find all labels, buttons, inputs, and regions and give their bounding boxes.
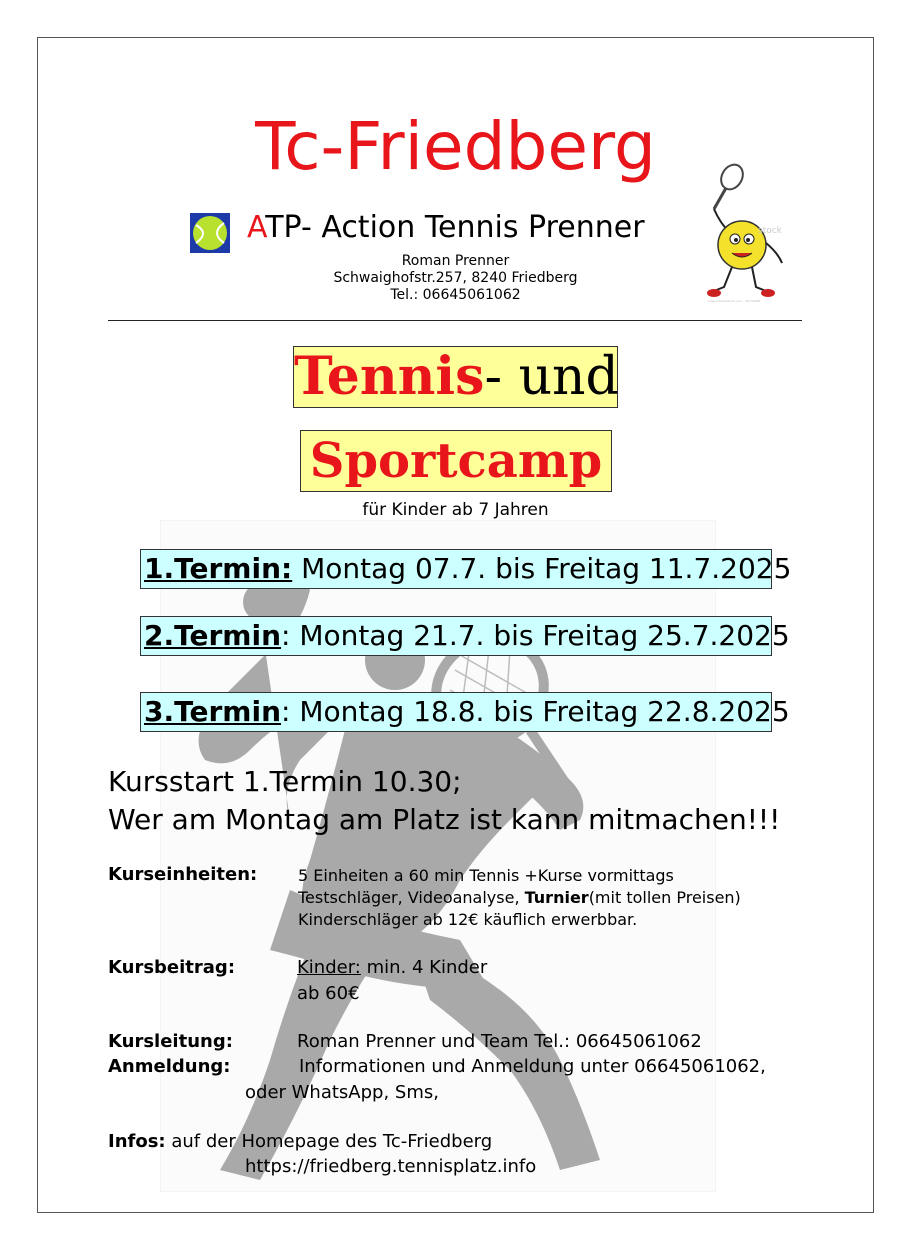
tennis-ball-icon <box>190 213 230 253</box>
kursleitung-text: Roman Prenner und Team Tel.: 06645061062 <box>297 1031 702 1052</box>
infos-label: Infos: <box>108 1131 166 1152</box>
kinder-text: min. 4 Kinder <box>360 957 488 978</box>
mascot-credit: www.shutterstock.com · 26732046 <box>708 299 761 303</box>
termin-2 <box>140 616 790 656</box>
tennis-ball-mascot-image <box>700 163 792 303</box>
infos-text: auf der Homepage des Tc-Friedberg <box>165 1131 493 1152</box>
anmeldung-text-2: oder WhatsApp, Sms, <box>245 1082 439 1103</box>
kurseinheiten-line-2a: Testschläger, Videoanalyse, <box>298 888 525 907</box>
infos-line <box>108 1131 492 1152</box>
atp-heading <box>247 210 645 245</box>
kurseinheiten-line-1: 5 Einheiten a 60 min Tennis +Kurse vormittags <box>298 866 674 885</box>
termin-2-text: : Montag 21.7. bis Freitag 25.7.2025 <box>281 619 790 652</box>
kursbeitrag-price: ab 60€ <box>297 983 360 1004</box>
atp-rest: TP- Action Tennis Prenner <box>265 210 645 245</box>
termin-1 <box>140 549 792 589</box>
anmeldung-text: Informationen und Anmeldung unter 06645061062, <box>299 1056 766 1077</box>
homepage-url[interactable]: https://friedberg.tennisplatz.info <box>245 1156 537 1177</box>
headline-und: - und <box>484 347 619 407</box>
turnier-text: Turnier <box>524 888 589 907</box>
anmeldung-label: Anmeldung: <box>108 1056 231 1077</box>
kursbeitrag-label: Kursbeitrag: <box>108 957 236 978</box>
kinder-label: Kinder: <box>297 957 361 978</box>
headline-tennis: Tennis <box>294 346 485 407</box>
age-subtitle: für Kinder ab 7 Jahren <box>362 500 549 520</box>
kurseinheiten-line-2 <box>298 888 741 907</box>
contact-name: Roman Prenner <box>401 253 510 269</box>
kursleitung-label: Kursleitung: <box>108 1031 233 1052</box>
kurseinheiten-line-2c: (mit tollen Preisen) <box>588 888 741 907</box>
kursstart-line-2: Wer am Montag am Platz ist kann mitmachen!!! <box>108 803 781 836</box>
club-title: Tc-Friedberg <box>255 108 656 185</box>
header-divider <box>108 320 802 321</box>
kurseinheiten-label: Kurseinheiten: <box>108 864 258 885</box>
termin-3 <box>140 692 790 732</box>
headline-sportcamp: Sportcamp <box>300 430 612 492</box>
termin-1-text: Montag 07.7. bis Freitag 11.7.2025 <box>292 552 792 585</box>
termin-2-label: 2.Termin <box>144 619 282 652</box>
contact-phone: Tel.: 06645061062 <box>390 287 521 303</box>
termin-1-label: 1.Termin: <box>144 552 293 585</box>
headline-tennis-box <box>293 346 618 408</box>
termin-3-label: 3.Termin <box>144 695 282 728</box>
contact-street: Schwaighofstr.257, 8240 Friedberg <box>333 270 578 286</box>
kursbeitrag-kinder <box>297 957 487 978</box>
mascot-watermark: stock <box>758 226 782 236</box>
kurseinheiten-line-3: Kinderschläger ab 12€ käuflich erwerbbar. <box>298 910 638 929</box>
kursstart-line-1: Kursstart 1.Termin 10.30; <box>108 765 462 798</box>
termin-3-text: : Montag 18.8. bis Freitag 22.8.2025 <box>281 695 790 728</box>
atp-first-letter: A <box>247 210 266 245</box>
